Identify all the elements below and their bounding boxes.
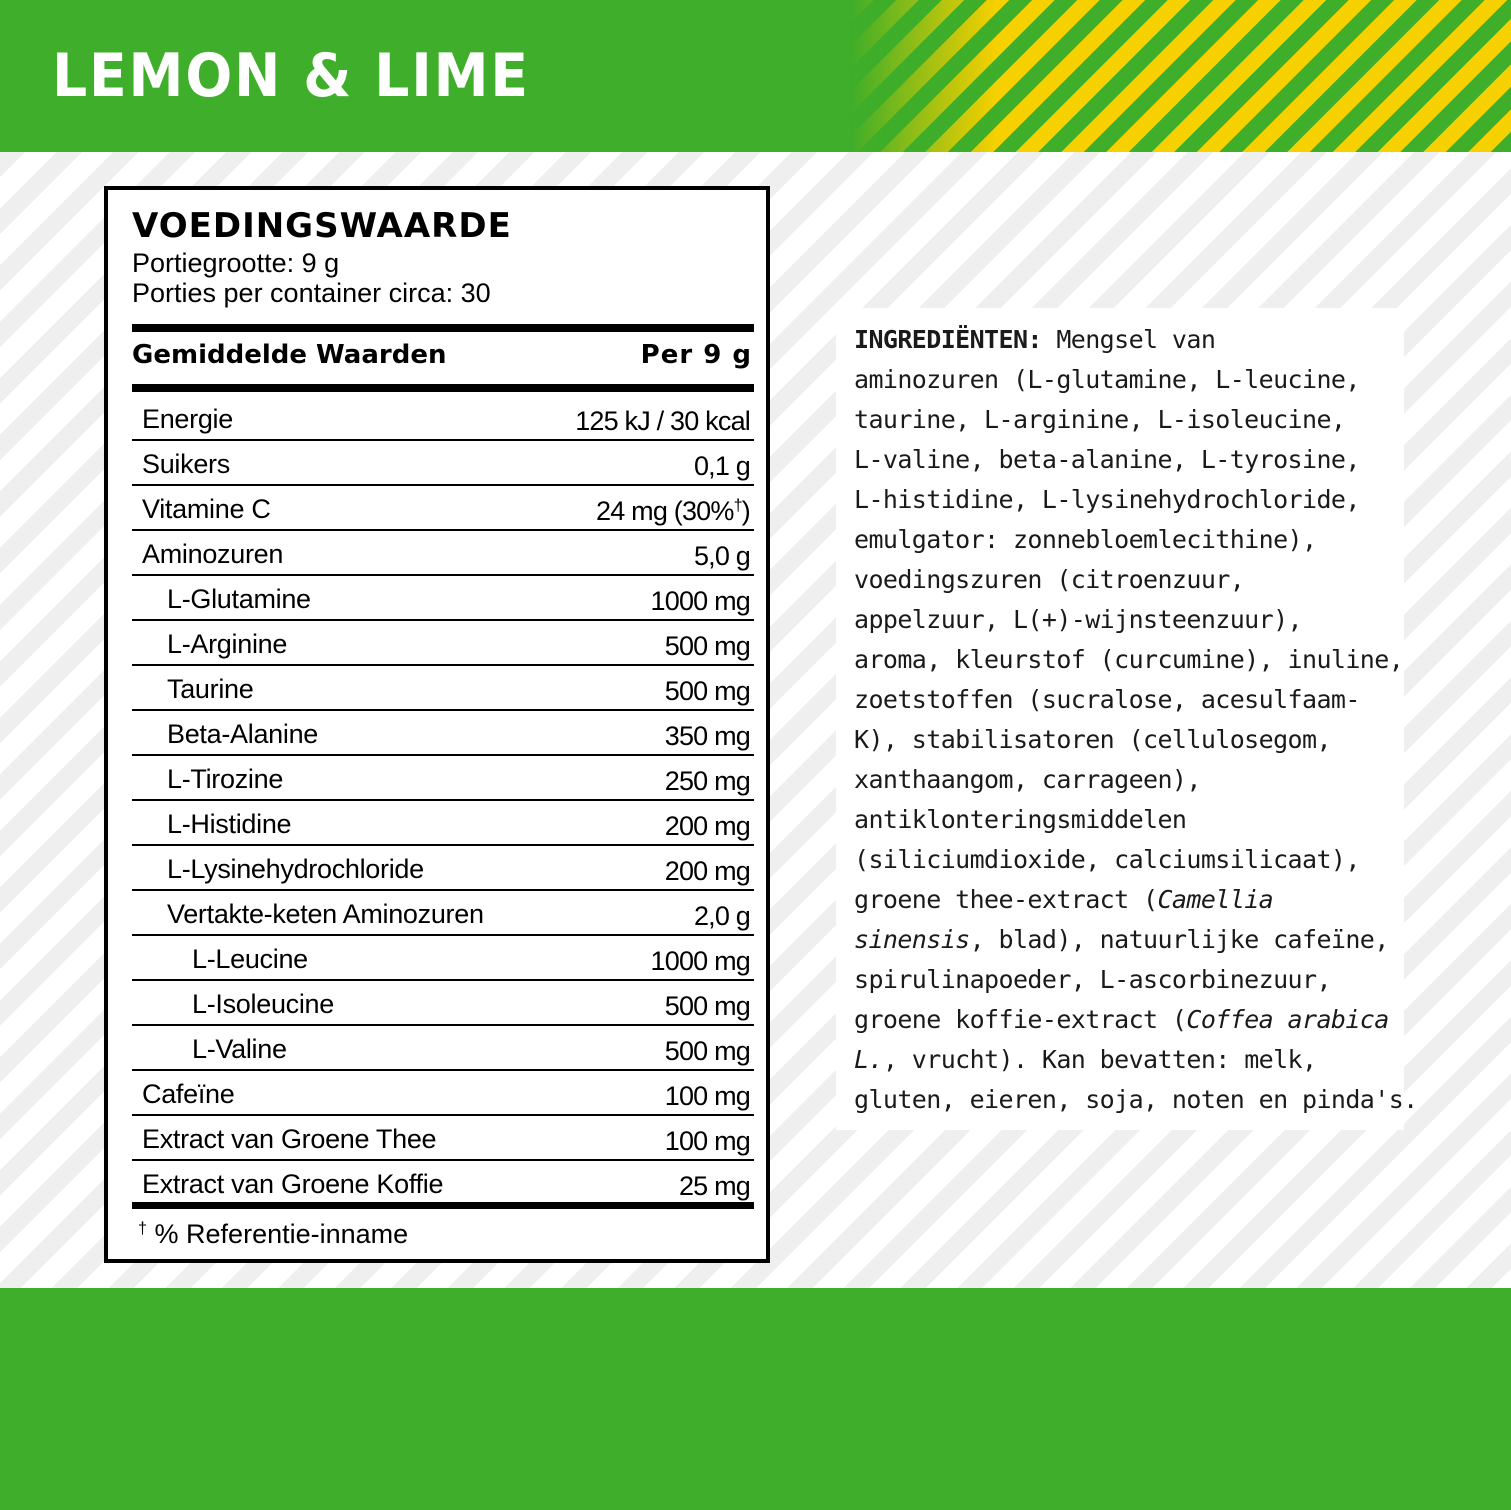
ingredients-line (854, 720, 1404, 760)
ingredients-italic-text: Coffea arabica (1186, 1005, 1389, 1034)
nutrient-value (679, 1171, 750, 1202)
ingredients-text (854, 320, 1418, 1120)
nutrient-value-text: 200 mg (664, 856, 750, 886)
nutrition-row (132, 486, 754, 531)
ingredients-segment: voedingszuren (citroenzuur, (854, 565, 1245, 594)
nutrient-label: Extract van Groene Thee (142, 1124, 437, 1154)
nutrition-row (132, 801, 754, 846)
nutrition-row (132, 576, 754, 621)
ingredients-line (854, 320, 1404, 360)
ingredients-line (854, 480, 1404, 520)
nutrition-row (132, 891, 754, 936)
ingredients-line (854, 520, 1404, 560)
ingredients-line (854, 640, 1404, 680)
serving-size: Portiegrootte: 9 g (132, 248, 340, 278)
nutrient-label: Vitamine C (142, 494, 271, 524)
ingredients-segment: gluten, eieren, soja, noten en pinda's. (854, 1085, 1418, 1114)
ingredients-segment: Mengsel van (1041, 325, 1216, 354)
nutrition-row (132, 666, 754, 711)
nutrition-row (132, 531, 754, 576)
thick-rule-header (132, 384, 754, 392)
ingredients-line (854, 400, 1404, 440)
nutrient-value (694, 901, 750, 932)
nutrient-value (694, 451, 750, 482)
nutrition-row (132, 441, 754, 486)
nutrient-label: Suikers (142, 449, 230, 479)
ingredients-line (854, 440, 1404, 480)
nutrient-value-text: 25 mg (678, 1171, 750, 1201)
ingredients-segment: , blad), natuurlijke cafeïne, (969, 925, 1389, 954)
nutrient-value-text: 2,0 g (693, 901, 750, 931)
nutrition-row (132, 981, 754, 1026)
ingredients-line (854, 1000, 1404, 1040)
nutrition-row (132, 1161, 754, 1204)
green-footer-band (0, 1288, 1511, 1510)
nutrient-label: Extract van Groene Koffie (142, 1169, 444, 1199)
nutrient-label: L-Isoleucine (192, 989, 334, 1019)
nutrient-value (596, 496, 750, 527)
footnote (138, 1218, 408, 1250)
nutrient-label: Energie (142, 404, 233, 434)
ingredients-line (854, 880, 1404, 920)
ingredients-line (854, 360, 1404, 400)
nutrition-row (132, 846, 754, 891)
nutrition-rows (132, 396, 754, 1204)
nutrition-row (132, 756, 754, 801)
ingredients-segment: L-histidine, L-lysinehydrochloride, (854, 485, 1360, 514)
ingredients-line (854, 840, 1404, 880)
nutrient-label: Taurine (167, 674, 254, 704)
nutrient-value (665, 766, 750, 797)
nutrient-value-text: 200 mg (664, 811, 750, 841)
ingredients-segment: antiklonteringsmiddelen (854, 805, 1187, 834)
nutrient-value (665, 856, 750, 887)
nutrition-row (132, 1026, 754, 1071)
nutrition-panel (104, 186, 770, 1263)
nutrient-value (694, 541, 750, 572)
ingredients-line (854, 1040, 1404, 1080)
nutrient-label: Cafeïne (142, 1079, 235, 1109)
ingredients-italic-text: sinensis (854, 925, 970, 954)
ingredients-segment: (siliciumdioxide, calciumsilicaat), (854, 845, 1360, 874)
nutrient-label: L-Valine (192, 1034, 287, 1064)
nutrient-value-text: 24 mg (30% (596, 496, 734, 526)
ingredients-box (836, 308, 1418, 1130)
nutrient-value (665, 991, 750, 1022)
ingredients-line (854, 800, 1404, 840)
footnote-text: % Referentie-inname (154, 1219, 409, 1249)
nutrition-row (132, 711, 754, 756)
ingredients-line (854, 960, 1404, 1000)
nutrient-value (665, 676, 750, 707)
ingredients-italic-text: L. (854, 1045, 883, 1074)
nutrient-value-text: 100 mg (664, 1081, 750, 1111)
column-header-label: Gemiddelde Waarden (132, 340, 447, 370)
nutrient-value-suffix: ) (741, 496, 750, 526)
nutrient-value-text: 5,0 g (693, 541, 750, 571)
ingredients-segment: spirulinapoeder, L-ascorbinezuur, (854, 965, 1331, 994)
nutrient-label: L-Lysinehydrochloride (167, 854, 424, 884)
nutrient-value (651, 946, 750, 977)
nutrition-row (132, 1116, 754, 1161)
nutrition-title: VOEDINGSWAARDE (132, 206, 512, 246)
nutrient-value (665, 811, 750, 842)
ingredients-line (854, 920, 1404, 960)
flavor-header (0, 0, 1511, 152)
nutrient-label: Beta-Alanine (167, 719, 319, 749)
nutrient-value (665, 1126, 750, 1157)
nutrient-label: L-Leucine (192, 944, 308, 974)
ingredients-line (854, 1080, 1418, 1120)
ingredients-line (854, 680, 1404, 720)
ingredients-label: INGREDIËNTEN: (854, 325, 1042, 354)
header-stripe-pattern (851, 0, 1511, 152)
nutrient-label: L-Arginine (167, 629, 288, 659)
footnote-mark: † (138, 1219, 148, 1238)
nutrient-label: L-Histidine (167, 809, 292, 839)
ingredients-segment: groene thee-extract ( (854, 885, 1158, 914)
nutrient-value-text: 500 mg (664, 991, 750, 1021)
nutrient-value-text: 500 mg (664, 631, 750, 661)
ingredients-segment: K), stabilisatoren (cellulosegom, (854, 725, 1331, 754)
nutrient-value-text: 250 mg (664, 766, 750, 796)
reference-mark: † (733, 496, 742, 515)
nutrient-value-text: 0,1 g (693, 451, 750, 481)
ingredients-segment: zoetstoffen (sucralose, acesulfaam- (854, 685, 1360, 714)
nutrient-label: Vertakte-keten Aminozuren (167, 899, 484, 929)
ingredients-line (854, 600, 1404, 640)
servings-per-container: Porties per container circa: 30 (132, 278, 491, 308)
thick-rule-top (132, 324, 754, 332)
nutrient-label: L-Glutamine (167, 584, 311, 614)
nutrient-value (665, 1081, 750, 1112)
nutrition-row (132, 1071, 754, 1116)
nutrition-row (132, 396, 754, 441)
thick-rule-bottom (132, 1202, 754, 1209)
ingredients-line (854, 760, 1404, 800)
nutrient-value-text: 350 mg (664, 721, 750, 751)
nutrient-value-text: 100 mg (664, 1126, 750, 1156)
nutrient-value-text: 500 mg (664, 1036, 750, 1066)
nutrition-row (132, 936, 754, 981)
nutrition-row (132, 621, 754, 666)
ingredients-segment: taurine, L-arginine, L-isoleucine, (854, 405, 1346, 434)
nutrient-value-text: 500 mg (664, 676, 750, 706)
nutrient-value (575, 406, 750, 437)
ingredients-italic-text: Camellia (1157, 885, 1274, 914)
nutrient-value-text: 1000 mg (650, 946, 750, 976)
nutrient-value (651, 586, 750, 617)
nutrient-value (665, 1036, 750, 1067)
nutrient-value (665, 631, 750, 662)
nutrient-value (665, 721, 750, 752)
column-header-per: Per 9 g (640, 340, 752, 370)
nutrient-value-text: 1000 mg (650, 586, 750, 616)
ingredients-segment: appelzuur, L(+)-wijnsteenzuur), (854, 605, 1302, 634)
ingredients-segment: groene koffie-extract ( (854, 1005, 1187, 1034)
ingredients-segment: emulgator: zonnebloemlecithine), (854, 525, 1317, 554)
ingredients-line (854, 560, 1404, 600)
ingredients-segment: aroma, kleurstof (curcumine), inuline, (854, 645, 1404, 674)
nutrient-label: Aminozuren (142, 539, 284, 569)
flavor-title: LEMON & LIME (52, 41, 530, 111)
ingredients-segment: xanthaangom, carrageen), (854, 765, 1201, 794)
ingredients-segment: L-valine, beta-alanine, L-tyrosine, (854, 445, 1360, 474)
ingredients-segment: , vrucht). Kan bevatten: melk, (882, 1045, 1317, 1074)
ingredients-segment: aminozuren (L-glutamine, L-leucine, (854, 365, 1360, 394)
nutrient-label: L-Tirozine (167, 764, 284, 794)
nutrient-value-text: 125 kJ / 30 kcal (575, 406, 750, 436)
